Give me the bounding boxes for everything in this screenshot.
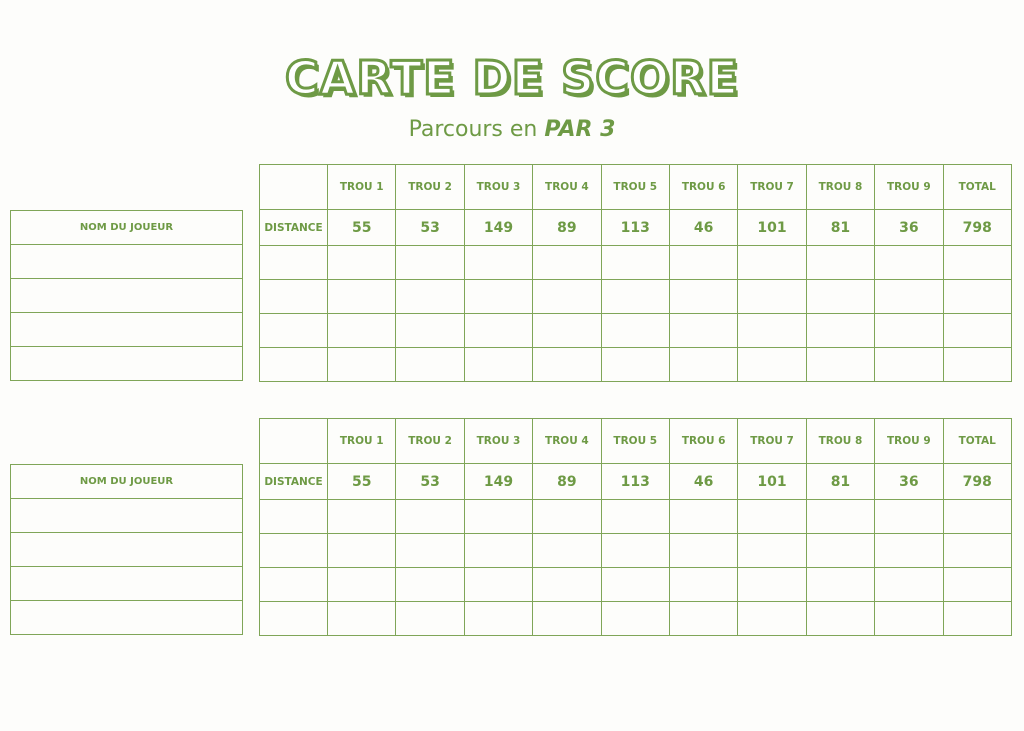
- column-header: TROU 6: [669, 419, 737, 464]
- distance-value: 81: [806, 464, 874, 500]
- distance-value: 89: [533, 210, 601, 246]
- score-cell[interactable]: [396, 314, 464, 348]
- score-cell[interactable]: [601, 348, 669, 382]
- hole-header-row: [260, 165, 1012, 210]
- player-name-box-1: [10, 210, 243, 381]
- score-row: [260, 602, 1012, 636]
- score-cell[interactable]: [943, 280, 1011, 314]
- distance-value: 53: [396, 464, 464, 500]
- score-cell[interactable]: [669, 280, 737, 314]
- distance-value: 101: [738, 210, 806, 246]
- score-cell[interactable]: [601, 280, 669, 314]
- score-cell[interactable]: [875, 246, 943, 280]
- column-header: TROU 9: [875, 419, 943, 464]
- score-cell[interactable]: [738, 602, 806, 636]
- distance-label: DISTANCE: [260, 210, 328, 246]
- score-cell[interactable]: [738, 280, 806, 314]
- score-cell[interactable]: [328, 500, 396, 534]
- score-cell[interactable]: [464, 534, 532, 568]
- player-name-field[interactable]: [11, 279, 243, 313]
- distance-row: [260, 464, 1012, 500]
- score-cell[interactable]: [669, 500, 737, 534]
- score-cell[interactable]: [464, 280, 532, 314]
- score-cell[interactable]: [533, 602, 601, 636]
- column-header: TROU 7: [738, 419, 806, 464]
- score-cell[interactable]: [943, 246, 1011, 280]
- column-header: TROU 2: [396, 165, 464, 210]
- score-table-2: [259, 418, 1012, 636]
- hole-header-row: [260, 419, 1012, 464]
- score-cell[interactable]: [260, 246, 328, 280]
- subtitle-par: PAR 3: [544, 117, 616, 142]
- distance-value: 36: [875, 464, 943, 500]
- player-name-box-2: [10, 464, 243, 635]
- page-subtitle: [0, 116, 1024, 144]
- score-cell[interactable]: [328, 602, 396, 636]
- score-cell[interactable]: [260, 314, 328, 348]
- score-cell[interactable]: [396, 246, 464, 280]
- score-cell[interactable]: [533, 280, 601, 314]
- score-cell[interactable]: [328, 534, 396, 568]
- distance-value: 798: [943, 464, 1011, 500]
- distance-value: 149: [464, 210, 532, 246]
- score-cell[interactable]: [943, 602, 1011, 636]
- score-cell[interactable]: [669, 602, 737, 636]
- score-row: [260, 280, 1012, 314]
- score-cell[interactable]: [396, 280, 464, 314]
- score-cell[interactable]: [943, 314, 1011, 348]
- player-name-field[interactable]: [11, 245, 243, 279]
- score-cell[interactable]: [533, 348, 601, 382]
- score-cell[interactable]: [806, 602, 874, 636]
- score-row: [260, 314, 1012, 348]
- score-row: [260, 348, 1012, 382]
- score-cell[interactable]: [669, 348, 737, 382]
- score-cell[interactable]: [806, 246, 874, 280]
- player-name-field[interactable]: [11, 499, 243, 533]
- score-cell[interactable]: [943, 534, 1011, 568]
- score-cell[interactable]: [260, 280, 328, 314]
- score-cell[interactable]: [260, 568, 328, 602]
- score-cell[interactable]: [738, 568, 806, 602]
- score-cell[interactable]: [875, 500, 943, 534]
- score-cell[interactable]: [806, 568, 874, 602]
- distance-row: [260, 210, 1012, 246]
- score-row: [260, 246, 1012, 280]
- corner-cell: [260, 165, 328, 210]
- player-name-field[interactable]: [11, 533, 243, 567]
- score-cell[interactable]: [533, 534, 601, 568]
- score-cell[interactable]: [328, 314, 396, 348]
- column-header: TROU 1: [328, 419, 396, 464]
- score-cell[interactable]: [464, 500, 532, 534]
- score-row: [260, 568, 1012, 602]
- column-header: TROU 2: [396, 419, 464, 464]
- distance-value: 113: [601, 464, 669, 500]
- column-header: TOTAL: [943, 165, 1011, 210]
- score-cell[interactable]: [396, 534, 464, 568]
- score-cell[interactable]: [533, 568, 601, 602]
- column-header: TROU 7: [738, 165, 806, 210]
- column-header: TROU 1: [328, 165, 396, 210]
- corner-cell: [260, 419, 328, 464]
- score-cell[interactable]: [738, 314, 806, 348]
- distance-value: 101: [738, 464, 806, 500]
- score-cell[interactable]: [328, 568, 396, 602]
- score-row: [260, 500, 1012, 534]
- player-name-field[interactable]: [11, 601, 243, 635]
- distance-value: 46: [669, 210, 737, 246]
- score-cell[interactable]: [875, 348, 943, 382]
- score-cell[interactable]: [533, 246, 601, 280]
- score-cell[interactable]: [875, 314, 943, 348]
- score-cell[interactable]: [806, 314, 874, 348]
- score-cell[interactable]: [396, 602, 464, 636]
- player-name-field[interactable]: [11, 313, 243, 347]
- score-cell[interactable]: [738, 534, 806, 568]
- column-header: TROU 8: [806, 165, 874, 210]
- score-cell[interactable]: [738, 348, 806, 382]
- distance-label: DISTANCE: [260, 464, 328, 500]
- column-header: TROU 5: [601, 165, 669, 210]
- score-cell[interactable]: [875, 602, 943, 636]
- column-header: TROU 3: [464, 419, 532, 464]
- distance-value: 113: [601, 210, 669, 246]
- distance-value: 81: [806, 210, 874, 246]
- score-cell[interactable]: [464, 246, 532, 280]
- score-cell[interactable]: [806, 280, 874, 314]
- score-cell[interactable]: [533, 314, 601, 348]
- score-cell[interactable]: [601, 602, 669, 636]
- score-cell[interactable]: [669, 568, 737, 602]
- column-header: TROU 6: [669, 165, 737, 210]
- score-cell[interactable]: [260, 348, 328, 382]
- score-cell[interactable]: [738, 246, 806, 280]
- distance-value: 55: [328, 464, 396, 500]
- page-title: CARTE DE SCORE: [285, 51, 739, 105]
- score-cell[interactable]: [464, 602, 532, 636]
- column-header: TROU 5: [601, 419, 669, 464]
- column-header: TROU 3: [464, 165, 532, 210]
- distance-value: 53: [396, 210, 464, 246]
- score-cell[interactable]: [875, 534, 943, 568]
- subtitle-prefix: Parcours en: [408, 117, 538, 142]
- score-cell[interactable]: [396, 500, 464, 534]
- score-cell[interactable]: [806, 348, 874, 382]
- column-header: TROU 8: [806, 419, 874, 464]
- score-cell[interactable]: [601, 246, 669, 280]
- column-header: TROU 9: [875, 165, 943, 210]
- score-cell[interactable]: [601, 534, 669, 568]
- column-header: TOTAL: [943, 419, 1011, 464]
- score-cell[interactable]: [669, 314, 737, 348]
- score-cell[interactable]: [396, 348, 464, 382]
- distance-value: 89: [533, 464, 601, 500]
- score-cell[interactable]: [601, 500, 669, 534]
- score-cell[interactable]: [943, 500, 1011, 534]
- score-cell[interactable]: [806, 500, 874, 534]
- score-cell[interactable]: [601, 568, 669, 602]
- distance-value: 46: [669, 464, 737, 500]
- score-cell[interactable]: [943, 348, 1011, 382]
- distance-value: 798: [943, 210, 1011, 246]
- column-header: TROU 4: [533, 165, 601, 210]
- score-cell[interactable]: [464, 348, 532, 382]
- score-table-1: [259, 164, 1012, 382]
- distance-value: 149: [464, 464, 532, 500]
- player-name-field[interactable]: [11, 567, 243, 601]
- score-cell[interactable]: [328, 348, 396, 382]
- score-cell[interactable]: [396, 568, 464, 602]
- score-cell[interactable]: [601, 314, 669, 348]
- score-cell[interactable]: [260, 602, 328, 636]
- score-row: [260, 534, 1012, 568]
- score-cell[interactable]: [328, 246, 396, 280]
- score-cell[interactable]: [738, 500, 806, 534]
- score-cell[interactable]: [875, 568, 943, 602]
- score-cell[interactable]: [328, 280, 396, 314]
- score-cell[interactable]: [464, 568, 532, 602]
- score-cell[interactable]: [669, 246, 737, 280]
- distance-value: 55: [328, 210, 396, 246]
- score-cell[interactable]: [260, 534, 328, 568]
- score-cell[interactable]: [260, 500, 328, 534]
- score-cell[interactable]: [669, 534, 737, 568]
- column-header: TROU 4: [533, 419, 601, 464]
- distance-value: 36: [875, 210, 943, 246]
- score-cell[interactable]: [533, 500, 601, 534]
- player-name-header: NOM DU JOUEUR: [11, 211, 243, 245]
- player-name-header: NOM DU JOUEUR: [11, 465, 243, 499]
- player-name-field[interactable]: [11, 347, 243, 381]
- score-cell[interactable]: [464, 314, 532, 348]
- score-cell[interactable]: [875, 280, 943, 314]
- score-cell[interactable]: [806, 534, 874, 568]
- score-cell[interactable]: [943, 568, 1011, 602]
